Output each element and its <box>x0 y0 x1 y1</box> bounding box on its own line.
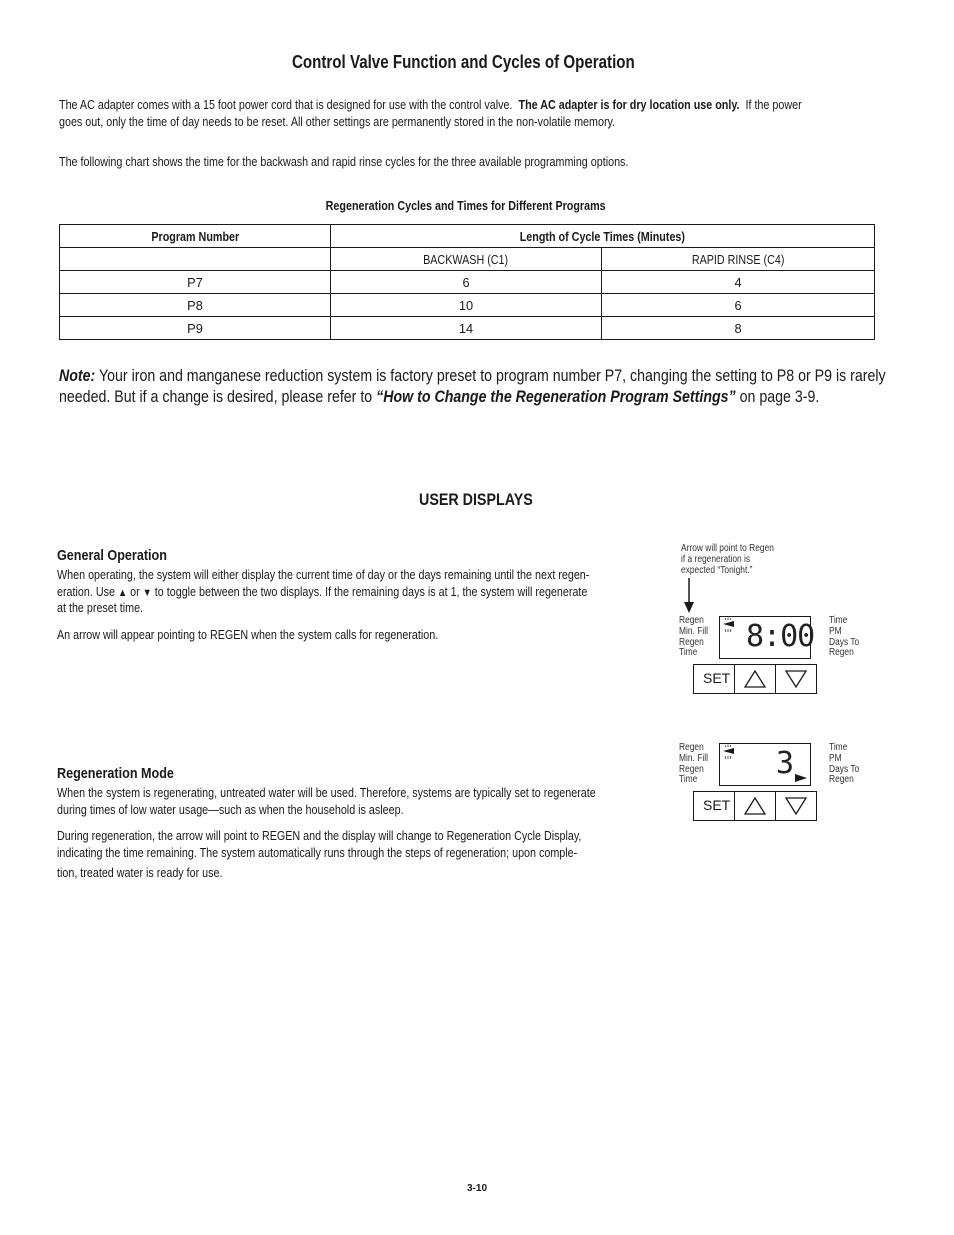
intro-paragraph-1-line2: goes out, only the time of day needs to be reset. All other settings are permanently stored in the non-volatile memory. <box>59 114 616 129</box>
up-triangle-icon <box>743 796 767 816</box>
note-line2-b: on page 3-9. <box>739 388 820 406</box>
up-button[interactable] <box>735 792 776 820</box>
cell-rinse: 4 <box>602 271 875 294</box>
intro-text-a: The AC adapter comes with a 15 foot power cord that is designed for use with the control valve. <box>59 97 513 112</box>
intro-text-bold: The AC adapter is for dry location use only. <box>518 97 740 112</box>
table-row <box>60 294 875 317</box>
general-operation-title: General Operation <box>57 547 167 564</box>
up-triangle-icon <box>743 669 767 689</box>
intro-text-c: If the power <box>745 97 802 112</box>
down-triangle-icon: ▼ <box>142 587 152 599</box>
down-button[interactable] <box>776 792 816 820</box>
regen-indicator-icon <box>722 744 736 762</box>
up-button[interactable] <box>735 665 776 693</box>
display-right-labels: Time PM Days To Regen <box>829 615 860 659</box>
callout-down-arrow-icon <box>682 578 696 614</box>
note-label: Note: <box>59 367 96 385</box>
page-title: Control Valve Function and Cycles of Operation <box>292 52 635 72</box>
subheader-rinse: RAPID RINSE (C4) <box>602 248 875 271</box>
up-triangle-icon: ▲ <box>117 587 128 599</box>
note-paragraph <box>59 366 954 387</box>
cell-backwash: 10 <box>331 294 602 317</box>
regen-indicator-icon <box>722 617 736 635</box>
regeneration-mode-line4: indicating the time remaining. The system automatically runs through the steps of regeneration; upon comple- <box>57 845 578 860</box>
cell-program: P9 <box>60 317 331 340</box>
set-button-label: SET <box>703 797 731 813</box>
lcd-readout: 8:00 <box>746 619 815 654</box>
intro-paragraph-2: The following chart shows the time for the backwash and rapid rinse cycles for the three available programming options. <box>59 154 629 169</box>
control-panel-buttons <box>693 664 817 694</box>
general-operation-line1: When operating, the system will either display the current time of day or the days remaining until the next regen- <box>57 567 590 582</box>
regen-arrow-callout: Arrow will point to Regen if a regeneration is expected “Tonight.” <box>681 543 774 576</box>
lcd-display <box>719 743 811 786</box>
cell-program: P7 <box>60 271 331 294</box>
note-paragraph-line2 <box>59 387 943 408</box>
cell-rinse: 6 <box>602 294 875 317</box>
regeneration-mode-line5: tion, treated water is ready for use. <box>57 865 223 880</box>
general-operation-text: or <box>130 584 140 599</box>
regeneration-mode-line3: During regeneration, the arrow will point to REGEN and the display will change to Regeneration Cycle Display, <box>57 828 582 843</box>
table-subheader-row <box>60 248 875 271</box>
down-triangle-icon <box>784 669 808 689</box>
general-operation-text: to toggle between the two displays. If the remaining days is at 1, the system will regenerate <box>154 584 588 599</box>
days-to-regen-indicator-icon <box>794 773 808 783</box>
cell-backwash: 14 <box>331 317 602 340</box>
header-length-of-cycle: Length of Cycle Times (Minutes) <box>331 225 875 248</box>
set-button[interactable] <box>694 792 735 820</box>
cell-backwash: 6 <box>331 271 602 294</box>
lcd-readout: 3 <box>776 746 794 781</box>
cell-program: P8 <box>60 294 331 317</box>
note-line1: Your iron and manganese reduction system is factory preset to program number P7, changing the setting to P8 or P9 is rarely <box>98 367 886 385</box>
subheader-backwash: BACKWASH (C1) <box>331 248 602 271</box>
page-number: 3-10 <box>466 1183 487 1194</box>
general-operation-line4: An arrow will appear pointing to REGEN when the system calls for regeneration. <box>57 627 439 642</box>
control-panel-buttons <box>693 791 817 821</box>
display-right-labels: Time PM Days To Regen <box>829 742 860 786</box>
regeneration-mode-line1: When the system is regenerating, untreated water will be used. Therefore, systems are typically set to regenerate <box>57 785 596 800</box>
user-displays-heading: USER DISPLAYS <box>419 490 533 509</box>
lcd-display <box>719 616 815 659</box>
set-button[interactable] <box>694 665 735 693</box>
table-row <box>60 317 875 340</box>
intro-paragraph-1 <box>59 96 943 113</box>
display-left-labels: Regen Min. Fill Regen Time <box>679 742 708 786</box>
general-operation-line3: at the preset time. <box>57 600 144 615</box>
subheader-empty <box>60 248 331 271</box>
down-button[interactable] <box>776 665 816 693</box>
display-left-labels: Regen Min. Fill Regen Time <box>679 615 708 659</box>
regeneration-mode-title: Regeneration Mode <box>57 765 174 782</box>
header-program-number: Program Number <box>60 225 331 248</box>
table-row <box>60 271 875 294</box>
table-caption: Regeneration Cycles and Times for Different Programs <box>326 198 606 213</box>
table-header-row <box>60 225 875 248</box>
note-line2-a: needed. But if a change is desired, please refer to <box>59 388 373 406</box>
set-button-label: SET <box>703 670 731 686</box>
regeneration-table <box>59 224 875 340</box>
cell-rinse: 8 <box>602 317 875 340</box>
note-reference-link: “How to Change the Regeneration Program Settings” <box>376 388 736 406</box>
regeneration-mode-line2: during times of low water usage—such as when the household is asleep. <box>57 802 404 817</box>
general-operation-text: eration. Use <box>57 584 115 599</box>
down-triangle-icon <box>784 796 808 816</box>
